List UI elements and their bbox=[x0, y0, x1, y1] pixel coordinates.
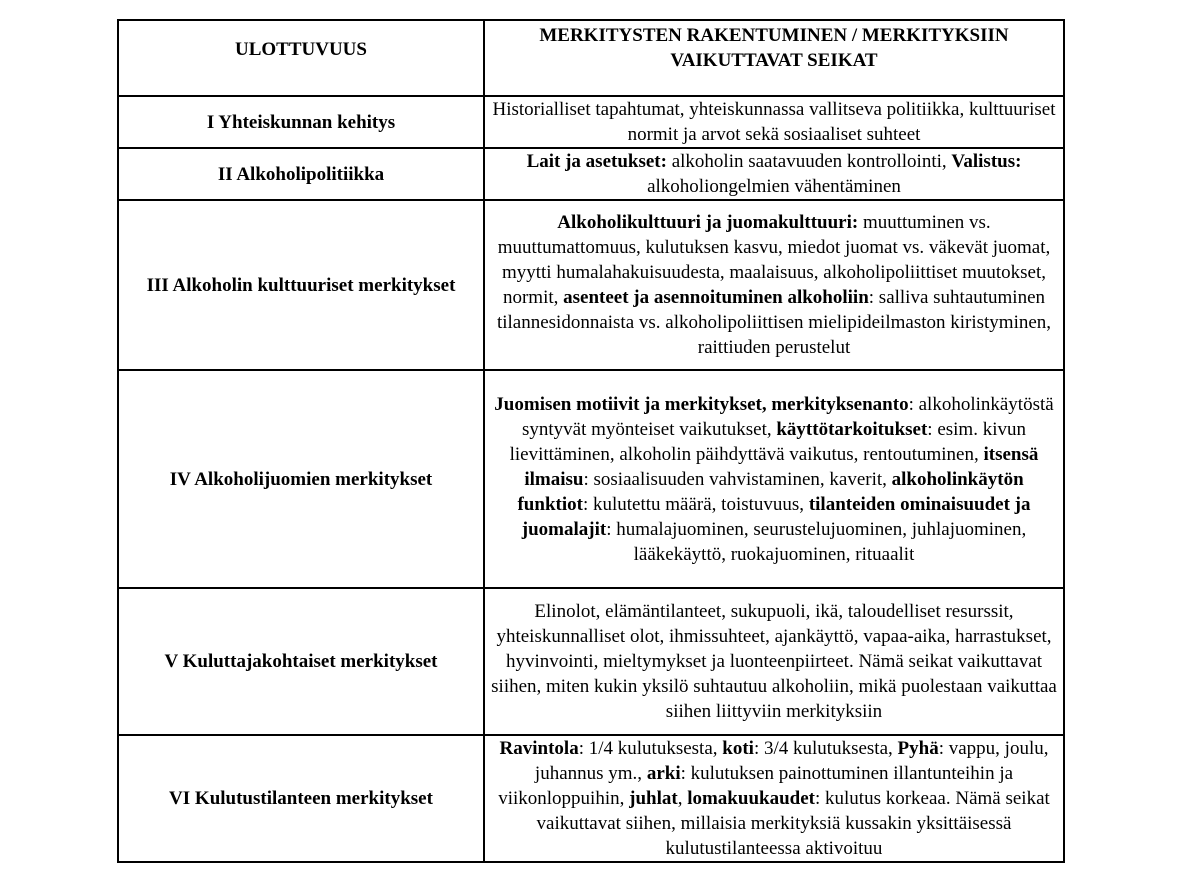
emphasis-term: alkoholinkäytön funktiot bbox=[517, 468, 1024, 515]
dimensions-table bbox=[117, 19, 1065, 863]
table-row bbox=[118, 96, 1064, 148]
description-text: muuttuminen vs. muuttumattomuus, kulutuksen kasvu, miedot juomat vs. väkevät juomat, myytti humalahakuisuudesta, maalaisuus, alkoholipoliittiset muutokset, normit, bbox=[497, 212, 1051, 308]
description-text: : vappu, joulu, juhannus ym., bbox=[534, 738, 1049, 784]
emphasis-term: käyttötarkoitukset bbox=[776, 418, 928, 440]
emphasis-term: juhlat bbox=[629, 788, 678, 809]
description-text: : kulutettu määrä, toistuvuus, bbox=[582, 493, 809, 515]
dimension-name: I Yhteiskunnan kehitys bbox=[118, 96, 484, 148]
emphasis-term: Juomisen motiivit ja merkitykset, merkityksenanto bbox=[494, 393, 909, 415]
emphasis-term: lomakuukaudet bbox=[687, 788, 815, 809]
table-row bbox=[118, 588, 1064, 735]
dimension-name: VI Kulutustilanteen merkitykset bbox=[118, 735, 484, 862]
dimension-name: V Kuluttajakohtaiset merkitykset bbox=[118, 588, 484, 735]
dimension-description bbox=[484, 200, 1064, 370]
table-row bbox=[118, 370, 1064, 588]
emphasis-term: itsensä ilmaisu bbox=[524, 443, 1039, 490]
emphasis-term: Pyhä bbox=[897, 738, 939, 759]
description-text: : humalajuominen, seurustelujuominen, juhlajuominen, lääkekäyttö, ruokajuominen, rituaalit bbox=[606, 518, 1027, 565]
description-text: : salliva suhtautuminen tilannesidonnaista vs. alkoholipoliittisen mielipideilmaston kiristyminen, raittiuden perustelut bbox=[496, 287, 1052, 358]
emphasis-term: koti bbox=[722, 738, 754, 759]
table-row bbox=[118, 148, 1064, 200]
emphasis-term: Valistus: bbox=[951, 151, 1022, 172]
description-text: : 3/4 kulutuksesta, bbox=[753, 738, 898, 759]
description-text: Historialliset tapahtumat, yhteiskunnassa vallitseva politiikka, kulttuuriset normit ja arvot sekä sosiaaliset suhteet bbox=[492, 99, 1056, 145]
dimension-description bbox=[484, 588, 1064, 735]
table-row bbox=[118, 200, 1064, 370]
description-text: Elinolot, elämäntilanteet, sukupuoli, ikä, taloudelliset resurssit, yhteiskunnalliset olot, ihmissuhteet, ajankäyttö, vapaa-aika, harrastukset, hyvinvointi, mieltymykset ja luonteenpiirteet. Nämä seikat vaikuttavat siihen, miten kukin yksilö suhtautuu alkoholiin, mikä puolestaan vaikuttaa siihen liittyviin merkityksiin bbox=[491, 601, 1057, 722]
dimension-description bbox=[484, 370, 1064, 588]
header-dimension: ULOTTUVUUS bbox=[118, 20, 484, 96]
header-meanings: MERKITYSTEN RAKENTUMINEN / MERKITYKSIIN VAIKUTTAVAT SEIKAT bbox=[484, 20, 1064, 96]
emphasis-term: asenteet ja asennoituminen alkoholiin bbox=[563, 287, 869, 308]
dimension-name: II Alkoholipolitiikka bbox=[118, 148, 484, 200]
description-text: : alkoholinkäytöstä syntyvät myönteiset vaikutukset, bbox=[521, 393, 1054, 440]
table-header-row bbox=[118, 20, 1064, 96]
emphasis-term: arki bbox=[646, 763, 681, 784]
emphasis-term: Ravintola bbox=[499, 738, 579, 759]
emphasis-term: tilanteiden ominaisuudet ja juomalajit bbox=[521, 493, 1031, 540]
description-text: : 1/4 kulutuksesta, bbox=[578, 738, 723, 759]
description-text: : kulutus korkeaa. Nämä seikat vaikuttavat siihen, millaisia merkityksiä kussakin yksittäisessä kulutustilanteessa aktivoituu bbox=[536, 788, 1050, 859]
dimension-description bbox=[484, 96, 1064, 148]
description-text: : sosiaalisuuden vahvistaminen, kaverit, bbox=[583, 468, 892, 490]
dimension-name: IV Alkoholijuomien merkitykset bbox=[118, 370, 484, 588]
description-text: , bbox=[677, 788, 688, 809]
table-row bbox=[118, 735, 1064, 862]
description-text: alkoholiongelmien vähentäminen bbox=[647, 176, 901, 197]
dimension-name: III Alkoholin kulttuuriset merkitykset bbox=[118, 200, 484, 370]
dimension-description bbox=[484, 148, 1064, 200]
description-text: alkoholin saatavuuden kontrollointi, bbox=[666, 151, 952, 172]
description-text: : esim. kivun lievittäminen, alkoholin päihdyttävä vaikutus, rentoutuminen, bbox=[509, 418, 1026, 465]
emphasis-term: Lait ja asetukset: bbox=[526, 151, 667, 172]
emphasis-term: Alkoholikulttuuri ja juomakulttuuri: bbox=[557, 212, 859, 233]
description-text: : kulutuksen painottuminen illantunteihin ja viikonloppuihin, bbox=[498, 763, 1014, 809]
dimension-description bbox=[484, 735, 1064, 862]
